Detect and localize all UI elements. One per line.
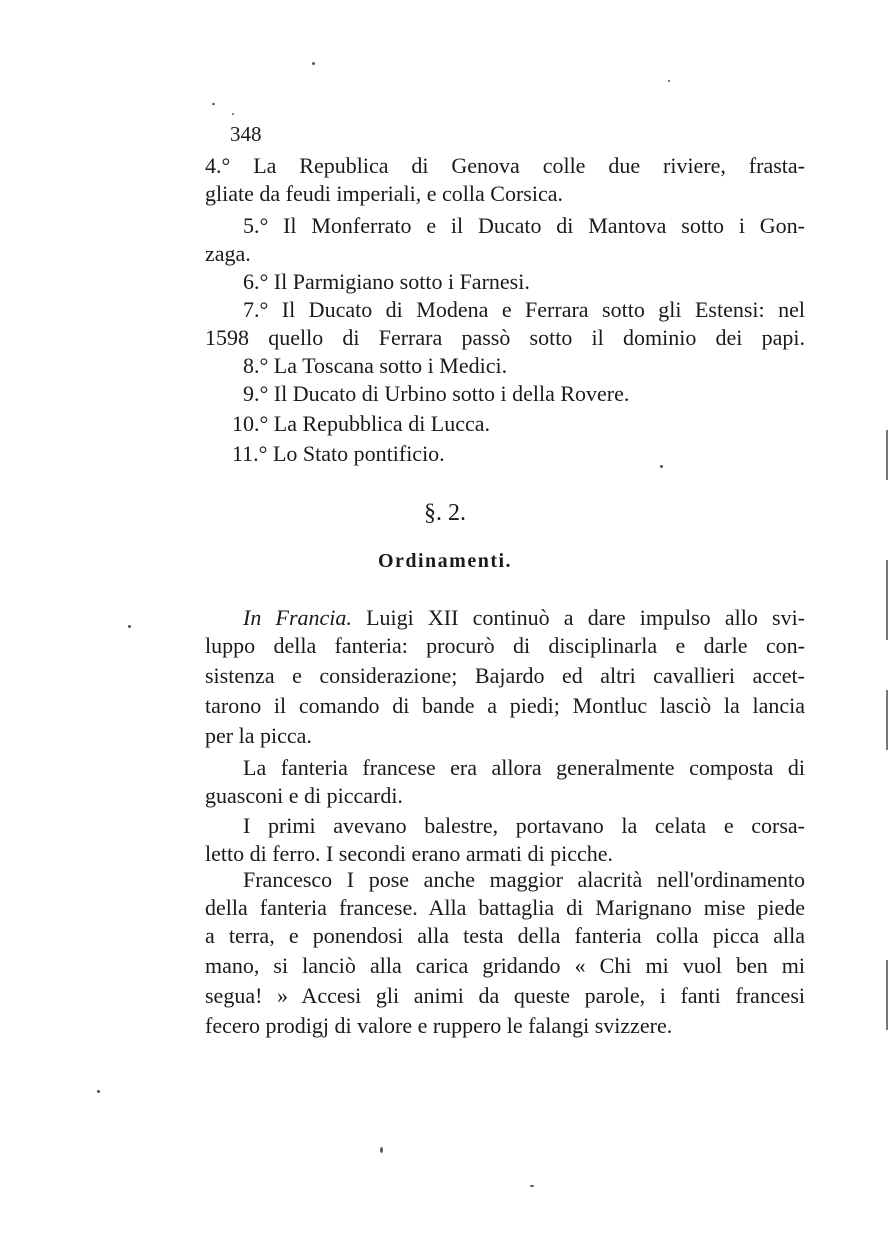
para1-line1 — [243, 604, 805, 632]
scan-speck — [380, 1147, 383, 1153]
list-item-5: 5.° Il Monferrato e il Ducato di Mantova sotto i Gon- — [243, 213, 805, 238]
scan-speck — [668, 80, 670, 82]
para1-line3: sistenza e considerazione; Bajardo ed altri cavallieri accet- — [205, 663, 805, 688]
list-item-6: 6.° Il Parmigiano sotto i Farnesi. — [243, 269, 530, 294]
para1-lead: In Francia. — [243, 605, 352, 630]
page-edge-mark — [886, 430, 888, 480]
list-item-11: 11.° Lo Stato pontificio. — [232, 441, 445, 466]
scan-speck — [312, 62, 315, 65]
page-edge-mark — [886, 960, 888, 1030]
page-edge-mark — [886, 690, 888, 750]
scan-speck — [128, 625, 131, 628]
list-item-5-cont: zaga. — [205, 241, 251, 266]
list-item-7: 7.° Il Ducato di Modena e Ferrara sotto gli Estensi: nel — [243, 297, 805, 322]
para4-line4: mano, si lanciò alla carica gridando « Chi mi vuol ben mi — [205, 953, 805, 978]
para1-line2: luppo della fanteria: procurò di disciplinarla e darle con- — [205, 633, 805, 658]
list-item-4: 4.° La Republica di Genova colle due riviere, frasta- — [205, 153, 805, 178]
para4-line5: segua! » Accesi gli animi da queste parole, i fanti francesi — [205, 983, 805, 1008]
list-item-10: 10.° La Repubblica di Lucca. — [232, 411, 491, 436]
list-item-8: 8.° La Toscana sotto i Medici. — [243, 353, 508, 378]
scan-speck — [97, 1090, 100, 1093]
page-number: 348 — [230, 122, 262, 146]
section-title: Ordinamenti. — [377, 550, 513, 572]
scan-speck — [530, 1185, 534, 1187]
page-edge-mark — [886, 560, 888, 640]
para4-line1: Francesco I pose anche maggior alacrità nell'ordinamento — [243, 867, 805, 892]
list-item-4-cont: gliate da feudi imperiali, e colla Corsica. — [205, 181, 563, 206]
para1-line1-rest: Luigi XII continuò a dare impulso allo svi- — [351, 605, 806, 630]
list-item-7-cont: 1598 quello di Ferrara passò sotto il dominio dei papi. — [205, 325, 805, 350]
para3-line2: letto di ferro. I secondi erano armati di picche. — [205, 841, 614, 866]
para2-line2: guasconi e di piccardi. — [205, 783, 403, 808]
para1-line4: tarono il comando di bande a piedi; Montluc lasciò la lancia — [205, 693, 805, 718]
para4-line6: fecero prodigj di valore e ruppero le falangi svizzere. — [205, 1013, 673, 1038]
scan-speck — [660, 465, 663, 468]
scan-speck — [212, 103, 215, 105]
section-mark: §. 2. — [424, 500, 466, 526]
para2-line1: La fanteria francese era allora generalmente composta di — [243, 755, 805, 780]
para4-line3: a terra, e ponendosi alla testa della fanteria colla picca alla — [205, 923, 805, 948]
list-item-9: 9.° Il Ducato di Urbino sotto i della Rovere. — [243, 381, 630, 406]
scan-speck — [232, 113, 234, 115]
para4-line2: della fanteria francese. Alla battaglia di Marignano mise piede — [205, 895, 805, 920]
para3-line1: I primi avevano balestre, portavano la celata e corsa- — [243, 813, 805, 838]
para1-line5: per la picca. — [205, 723, 312, 748]
